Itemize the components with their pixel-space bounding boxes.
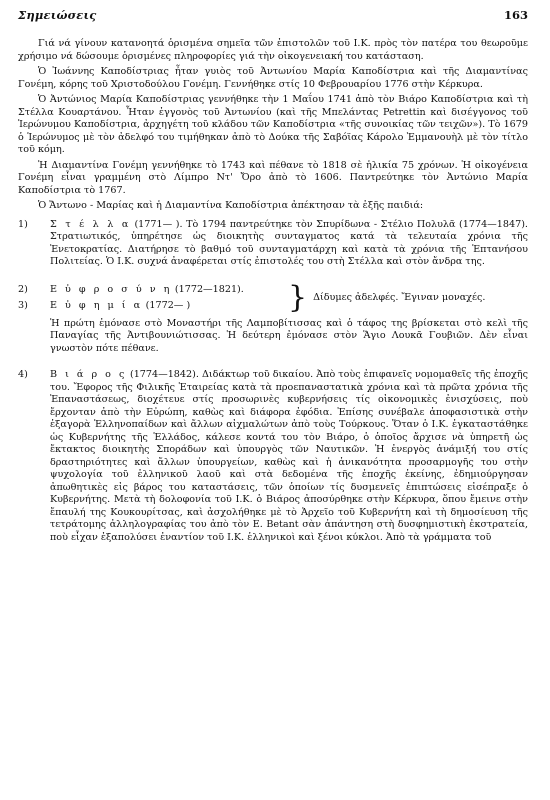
- list-item-efimia: [18, 298, 288, 314]
- children-list: [18, 219, 528, 548]
- twins-description: Ἡ πρώτη ἐμόνασε στὸ Μοναστήρι τῆς Λαμποβίτισσας καὶ ὁ τάφος της βρίσκεται στὸ κελὶ τῆς Παναγίας τῆς Ἀντιβουνιώτισσας. Ἡ δεύτερη ἐμόνασε στὸν Ἅγιο Λουκᾶ Γουβιῶν. Δὲν εἶναι γνωστὸν πότε πέθανε.: [50, 317, 528, 354]
- list-item-viaros: [18, 369, 528, 547]
- child-name: Σ τ έ λ λ α: [50, 218, 131, 230]
- list-item-efrosyni: [18, 282, 288, 298]
- child-dates: (1772— ): [145, 299, 191, 311]
- twins-note: Δίδυμες ἀδελφές. Ἔγιναν μοναχές.: [313, 292, 486, 303]
- item-number: 3): [18, 299, 28, 311]
- item-number: 1): [18, 218, 28, 230]
- paragraph-antonios: Ὁ Ἀντώνιος Μαρία Καποδίστριας γεννήθηκε τὴν 1 Μαΐου 1741 ἀπὸ τὸν Βιάρο Καποδίστρια καὶ τὴ Στέλλα Κουαρτάνου. Ἦταν ἐγγονὸς τοῦ Ἀντωνίου (καὶ τῆς Μπελάντας Petrettin καὶ δισέγγονος τοῦ Ἱερώνυμου Καποδίστρια, ἀρχηγέτη τοῦ κλάδου τῶν Καποδίστρια «τῆς συνοικίας τῶν τειχῶν»). Τὸ 1679 ὁ Ἱερώνυμος μὲ τὸν ἀδελφό του τιμήθηκαν ἀπὸ τὸ Δούκα τῆς Σαβόϊας Κάρολο Ἐμμανουὴλ μὲ τὸν τίτλο τοῦ κόμη.: [18, 94, 528, 155]
- child-name: Β ι ά ρ ο ς: [50, 369, 127, 380]
- item-number: 2): [18, 283, 28, 295]
- running-header: [18, 8, 528, 22]
- paragraph-ioannis: Ὁ Ἰωάννης Καποδίστριας ἦταν γυιὸς τοῦ Ἀντωνίου Μαρία Καποδίστρια καὶ τῆς Διαμαντίνας Γονέμη, κόρης τοῦ Χριστοδούλου Γονέμη. Γεννήθηκε στίς 10 Φεβρουαρίου 1776 στὴν Κέρκυρα.: [18, 66, 528, 90]
- child-name: Ε ὐ φ η μ ί α: [50, 299, 143, 311]
- child-dates: (1774—1842).: [129, 369, 199, 380]
- list-item-stella: [18, 219, 528, 272]
- brace-glyph: }: [288, 279, 308, 315]
- item-text: [50, 369, 528, 544]
- child-description: Διδάκτωρ τοῦ δικαίου. Ἀπὸ τοὺς ἐπιφανεῖς νομομαθεῖς τῆς ἐποχῆς του. Ἔφορος τῆς Φιλικῆς Ἑταιρείας κατὰ τὰ προεπαναστατικὰ χρόνια καὶ τὰ πρῶτα χρόνια τῆς Ἐπαναστάσεως, διοχέτευε στίς προσωρινὲς κυβερνήσεις τίς οἰκονομικὲς ἐνισχύσεις, ποὺ ἔρχονταν ἀπὸ τὴν Εὐρώπη, καθὼς καὶ διάφορα ἐφόδια. Ἐπίσης συνέβαλε ἀποφασιστικὰ στὴν ἐξαγορὰ Ἑλληνοπαίδων καὶ ἄλλων αἰχμαλώτων ἀπὸ τοὺς Τούρκους. Ὅταν ὁ Ι.Κ. ἐγκαταστάθηκε ὡς Κυβερνήτης τῆς Ἑλλάδος, κάλεσε κοντά του τὸν Βιάρο, ὁ ὁποῖος ἄρχισε νὰ ὑπηρετῆ ὡς ἔκτακτος διοικητὴς Σποράδων καὶ ὑπουργὸς τῶν Ναυτικῶν. Ἡ ἐνεργὸς ἀνάμιξή του στίς δραστηριότητες καὶ ἄλλων ὑπουργείων, καθὼς καὶ ἡ ἀνικανότητα προσαρμογῆς του στὴν ψυχολογία τοῦ ἑλληνικοῦ λαοῦ καὶ στὰ δεδομένα τῆς ἐποχῆς ἐκείνης, ἐδημιούργησαν ἀπωθητικὲς εἰς βάρος του καταστάσεις, τῶν ὁποίων τίς δυσμενεῖς ἐπιπτώσεις εἰσέπραξε ὁ Κυβερνήτης. Μετὰ τὴ δολοφονία τοῦ Ι.Κ. ὁ Βιάρος ἀποσύρθηκε στὴν Κέρκυρα, ὅπου ἔμεινε στὴν ἔπαυλή της Κουκουρίτσας, καὶ ἀσχολήθηκε μὲ τὸ Ἀρχεῖο τοῦ Κυβερνήτη καὶ τὴ δημοσίευση τῆς τετράτομης ἀλληλογραφίας του ἀπὸ τὸν E. Betant σὰν ἀπάντηση στὴ δυσφημιστικὴ ἐκστρατεία, ποὺ εἶχαν ἐξαπολύσει ἐναντίον τοῦ Ι.Κ. ἑλληνικοὶ καὶ ξένοι κύκλοι. Ἀπὸ τὰ γράμματα τοῦ: [50, 369, 528, 543]
- child-description: Τὸ 1794 παντρεύτηκε τὸν Σπυρίδωνα - Στέλιο Πολυλᾶ (1774—1847). Στρατιωτικός, ὑπηρέτησε ὡς διοικητὴς συνταγματος κατά τὰ τελευταία χρόνια τῆς Ἐνετοκρατίας. Διατήρησε τὸ βαθμό τοῦ συνταγματάρχη καὶ κατὰ τὰ χρόνια τῆς Ἑπτανήσου Πολιτείας. Ὁ Ι.Κ. συχνά ἀναφέρεται στίς ἐπιστολές του στὴ Στέλλα καὶ στὸν ἄνδρα της.: [50, 218, 528, 267]
- item-text: [50, 219, 528, 269]
- twins-group: [18, 279, 528, 315]
- paragraph-diamantina: Ἡ Διαμαντίνα Γονέμη γεννήθηκε τὸ 1743 καὶ πέθανε τὸ 1818 σὲ ἡλικία 75 χρόνων. Ἡ οἰκογένεια Γονέμη εἶναι γραμμένη στὸ Λίμπρο Ντ' Ὄρο ἀπὸ τὸ 1606. Παντρεύτηκε τὸν Ἀντώνιο Μαρία Καποδίστρια τὸ 1767.: [18, 159, 528, 196]
- child-dates: (1771— ).: [134, 218, 183, 230]
- paragraph-children-intro: Ὁ Ἄντωνο - Μαρίας καὶ ἡ Διαμαντίνα Καποδίστρια ἀπέκτησαν τὰ ἑξῆς παιδιά:: [38, 200, 424, 211]
- page-number: 163: [503, 8, 528, 22]
- intro-paragraph: Γιά νά γίνουν κατανοητά ὁρισμένα σημεῖα τῶν ἐπιστολῶν τοῦ Ι.Κ. πρὸς τὸν πατέρα του θεωροῦμε χρήσιμο νά δώσουμε ὁρισμένες πληροφορίες γιά τὴν οἰκογενειακή του κατάσταση.: [18, 38, 528, 62]
- item-number: 4): [18, 369, 28, 380]
- child-dates: (1772—1821).: [174, 283, 244, 295]
- child-name: Ε ὐ φ ρ ο σ ύ ν η: [50, 283, 172, 295]
- page-title: Σημειώσεις: [18, 8, 97, 22]
